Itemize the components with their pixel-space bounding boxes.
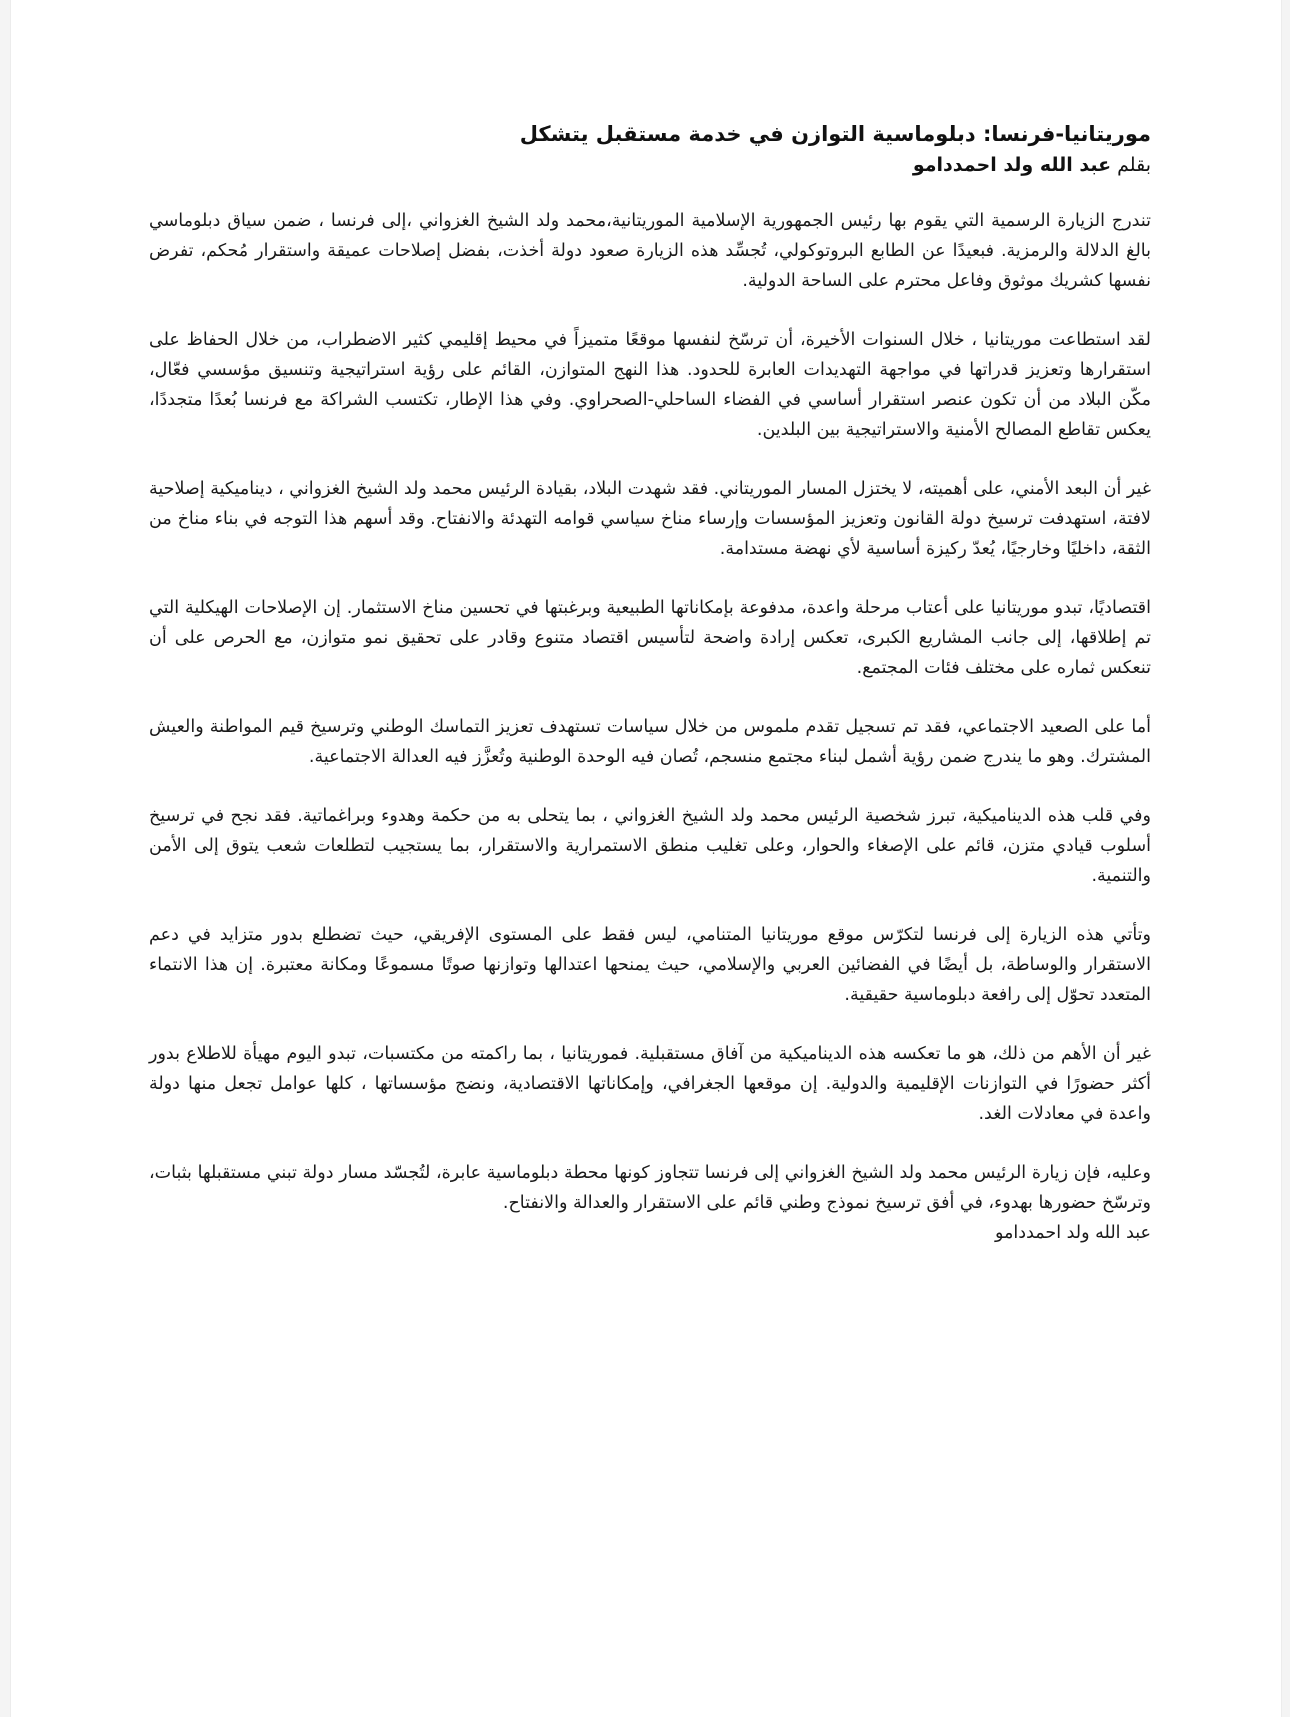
paragraph-economy: اقتصاديًا، تبدو موريتانيا على أعتاب مرحلة واعدة، مدفوعة بإمكاناتها الطبيعية وبرغبتها في تحسين مناخ الاستثمار. إن الإصلاحات الهيكلية التي تم إطلاقها، إلى جانب المشاريع الكبرى، تعكس إرادة واضحة لتأسيس اقتصاد متنوع وقادر على تحقيق نمو متوازن، مع الحرص على أن تنعكس ثماره على مختلف فئات المجتمع. xyxy=(149,598,1151,678)
paragraph-regional-role: وتأتي هذه الزيارة إلى فرنسا لتكرّس موقع موريتانيا المتنامي، ليس فقط على المستوى الإفريقي، حيث تضطلع بدور متزايد في دعم الاستقرار والوساطة، بل أيضًا في الفضائين العربي والإسلامي، حيث يمنحها اعتدالها وتوازنها صوتًا مسموعًا ومكانة معتبرة. إن هذا الانتماء المتعدد تحوّل إلى رافعة دبلوماسية حقيقية. xyxy=(149,925,1151,1005)
paragraph-conclusion: وعليه، فإن زيارة الرئيس محمد ولد الشيخ الغزواني إلى فرنسا تتجاوز كونها محطة دبلوماسية عابرة، لتُجسّد مسار دولة تبني مستقبلها بثبات، وترسّخ حضورها بهدوء، في أفق ترسيخ نموذج وطني قائم على الاستقرار والعدالة والانفتاح. xyxy=(149,1163,1151,1213)
article-title: موريتانيا-فرنسا: دبلوماسية التوازن في خدمة مستقبل يتشكل xyxy=(519,122,1151,146)
byline-author: عبد الله ولد احمددامو xyxy=(912,154,1112,176)
paragraph-intro: تندرج الزيارة الرسمية التي يقوم بها رئيس الجمهورية الإسلامية الموريتانية،محمد ولد الشيخ الغزواني ،إلى فرنسا ، ضمن سياق دبلوماسي بالغ الدلالة والرمزية. فبعيدًا عن الطابع البروتوكولي، تُجسِّد هذه الزيارة صعود دولة أخذت، بفضل إصلاحات عميقة واستقرار مُحكم، تفرض نفسها كشريك موثوق وفاعل محترم على الساحة الدولية. xyxy=(149,211,1151,291)
paragraph-leadership: وفي قلب هذه الديناميكية، تبرز شخصية الرئيس محمد ولد الشيخ الغزواني ، بما يتحلى به من حكمة وهدوء وبراغماتية. فقد نجح في ترسيخ أسلوب قيادي متزن، قائم على الإصغاء والحوار، وعلى تغليب منطق الاستمرارية والاستقرار، بما يستجيب لتطلعات شعب يتوق إلى الأمن والتنمية. xyxy=(149,806,1151,886)
byline-prefix: بقلم xyxy=(1117,154,1151,176)
paragraph-reforms: غير أن البعد الأمني، على أهميته، لا يختزل المسار الموريتاني. فقد شهدت البلاد، بقيادة الرئيس محمد ولد الشيخ الغزواني ، ديناميكية إصلاحية لافتة، استهدفت ترسيخ دولة القانون وتعزيز المؤسسات وإرساء مناخ سياسي قوامه التهدئة والانفتاح. وقد أسهم هذا التوجه في بناء مناخ من الثقة، داخليًا وخارجيًا، يُعدّ ركيزة أساسية لأي نهضة مستدامة. xyxy=(149,479,1151,559)
paragraph-security: لقد استطاعت موريتانيا ، خلال السنوات الأخيرة، أن ترسّخ لنفسها موقعًا متميزاً في محيط إقليمي كثير الاضطراب، من خلال الحفاظ على استقرارها وتعزيز قدراتها في مواجهة التهديدات العابرة للحدود. هذا النهج المتوازن، القائم على رؤية استراتيجية وتنسيق مؤسسي فعّال، مكّن البلاد من أن تكون عنصر استقرار أساسي في الفضاء الساحلي-الصحراوي. وفي هذا الإطار، تكتسب الشراكة مع فرنسا بُعدًا متجددًا، يعكس تقاطع المصالح الأمنية والاستراتيجية بين البلدين. xyxy=(149,330,1151,440)
article-signature: عبد الله ولد احمددامو xyxy=(995,1223,1151,1243)
article xyxy=(149,118,1151,1248)
document-page xyxy=(10,0,1282,1717)
article-byline xyxy=(149,150,1151,180)
paragraph-social: أما على الصعيد الاجتماعي، فقد تم تسجيل تقدم ملموس من خلال سياسات تستهدف تعزيز التماسك الوطني وترسيخ قيم المواطنة والعيش المشترك. وهو ما يندرج ضمن رؤية أشمل لبناء مجتمع منسجم، تُصان فيه الوحدة الوطنية وتُعزَّز فيه العدالة الاجتماعية. xyxy=(149,717,1151,767)
paragraph-future: غير أن الأهم من ذلك، هو ما تعكسه هذه الديناميكية من آفاق مستقبلية. فموريتانيا ، بما راكمته من مكتسبات، تبدو اليوم مهيأة للاطلاع بدور أكثر حضورًا في التوازنات الإقليمية والدولية. إن موقعها الجغرافي، وإمكاناتها الاقتصادية، ونضج مؤسساتها ، كلها عوامل تجعل منها دولة واعدة في معادلات الغد. xyxy=(149,1044,1151,1124)
